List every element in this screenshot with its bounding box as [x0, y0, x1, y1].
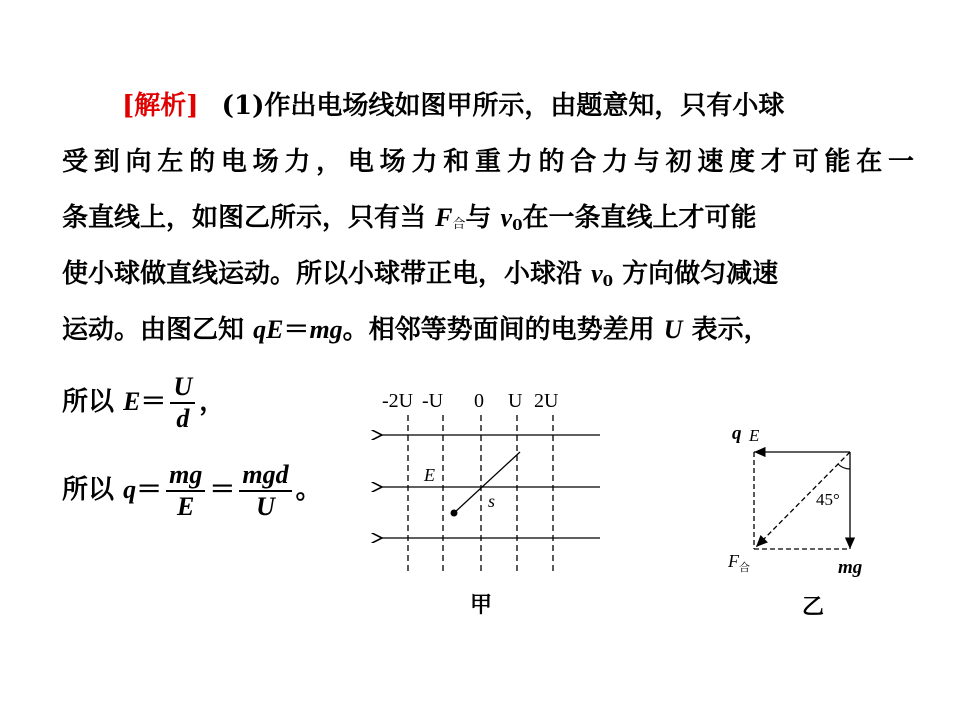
fraction-mgd-over-U: $\frac{\text{mgd}}{U}$: [239, 460, 291, 522]
label-mg: mg: [838, 557, 863, 578]
text-line-1: [62, 78, 914, 134]
label-q: q: [732, 423, 742, 444]
label-s: s: [488, 491, 496, 511]
formula-q: 所以 q＝ $\frac{mg}{E}$ ＝ $\frac{\text{mgd}}{U}$ 。: [62, 460, 322, 521]
ball-trajectory: [454, 452, 520, 513]
figure-yi-force-diagram: [720, 415, 890, 585]
label-45-degrees: 45°: [816, 490, 840, 509]
label-F-sub: 合: [739, 562, 750, 574]
equipotential-lines: [408, 415, 553, 575]
tick-minus-U: -U: [422, 390, 444, 412]
solution-paragraph: [62, 78, 914, 358]
text-line-3: 条直线上，如图乙所示，只有当 F合与 $v_0$在一条直线上才可能: [62, 203, 757, 234]
caption-jia: 甲: [470, 592, 493, 618]
text-line1-rest: (1)作出电场线如图甲所示，由题意知，只有小球: [221, 91, 785, 121]
formula-E: 所以 E＝ $\frac{U}{d}$ ，: [62, 372, 226, 433]
text-line-2: 受到向左的电场力，电场力和重力的合力与初速度才可能在一: [62, 147, 914, 177]
caption-yi: 乙: [802, 594, 825, 620]
field-lines: [382, 435, 600, 538]
text-line-4: 使小球做直线运动。所以小球带正电，小球沿 $v_0$ 方向做匀减速: [62, 259, 779, 290]
figure-jia-field-diagram: [370, 385, 610, 580]
label-E: E: [424, 465, 435, 485]
angle-arc: [838, 464, 850, 469]
ball: [451, 510, 458, 517]
fraction-mg-over-E: $\frac{mg}{E}$: [166, 460, 205, 522]
label-F: F: [728, 551, 739, 571]
label-E: E: [749, 426, 760, 445]
tick-U: U: [508, 390, 523, 412]
text-line-5: 运动。由图乙知 qE＝mg。相邻等势面间的电势差用 U 表示，: [62, 315, 770, 345]
analysis-label: [解析]: [122, 91, 199, 121]
tick-zero: 0: [474, 390, 484, 412]
fraction-U-over-d: $\frac{U}{d}$: [170, 372, 195, 434]
tick-2U: 2U: [534, 390, 559, 412]
tick-minus-2U: -2U: [382, 390, 414, 412]
